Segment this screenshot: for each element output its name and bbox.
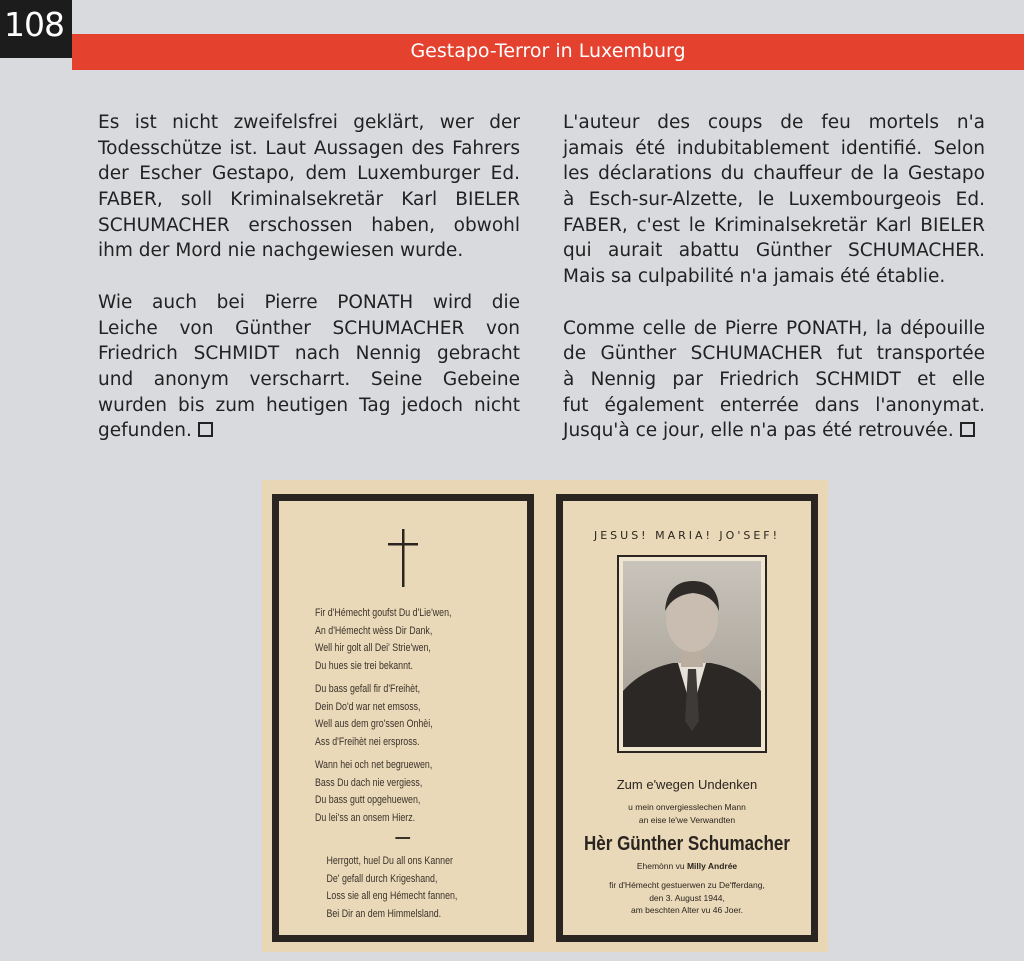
- text-line: [98, 341, 520, 367]
- line-text: L'auteur des coups de feu mortels n'a: [563, 112, 985, 133]
- german-text-column: [98, 110, 520, 444]
- text-line: [98, 161, 520, 187]
- poem: [315, 605, 457, 923]
- verse-line: fir d'Hémecht gestuerwen zu De'fferdang,: [609, 880, 765, 890]
- text-line: [563, 418, 985, 444]
- text-line: [98, 187, 520, 213]
- verse-line: am beschten Alter vu 46 Joer.: [631, 905, 743, 915]
- stanza: [315, 757, 457, 827]
- text-line: [98, 213, 520, 239]
- verse-line: Well aus dem gro'ssen Onhèi,: [315, 718, 433, 730]
- french-text-column: [563, 110, 985, 444]
- text-line: [98, 238, 520, 264]
- text-line: [98, 393, 520, 419]
- text-line: [98, 290, 520, 316]
- line-text: Comme celle de Pierre PONATH, la dépouille: [563, 317, 985, 339]
- stanza: [315, 605, 457, 675]
- verse-line: Du hues sie trei bekannt.: [315, 659, 413, 672]
- line-text: qui aurait abattu Günther SCHUMACHER.: [563, 240, 985, 262]
- verse-line: Du bass gutt opgehuewen,: [315, 794, 421, 806]
- line-text: wurden bis zum heutigen Tag jedoch nicht: [98, 394, 520, 416]
- end-mark-icon: [960, 422, 975, 437]
- line-text: Es ist nicht zweifelsfrei geklärt, wer der: [98, 112, 520, 133]
- chapter-header-bar: [72, 34, 1024, 70]
- verse-line: Wann hei och net begruewen,: [315, 759, 433, 771]
- verse-line: Well hir golt all Dei' Strie'wen,: [315, 642, 431, 654]
- verse-line: Bei Dir an dem Himmelsland.: [326, 907, 442, 920]
- text-line: [98, 110, 520, 136]
- card-header: JESUS! MARIA! JO'SEF!: [593, 529, 781, 542]
- text-line: [563, 110, 985, 136]
- text-line: [563, 238, 985, 264]
- verse-line: An d'Hémecht wèss Dir Dank,: [315, 624, 433, 637]
- verse-line: Fir d'Hémecht goufst Du d'Lie'wen,: [315, 607, 452, 619]
- text-line: [98, 316, 520, 342]
- verse-line: u mein onvergiesslechen Mann: [628, 802, 746, 812]
- text-line: [563, 264, 985, 290]
- text-line: [563, 187, 985, 213]
- line-text: SCHUMACHER erschossen haben, obwohl: [98, 214, 520, 236]
- line-text: les déclarations du chauffeur de la Gestapo: [563, 163, 985, 185]
- line-text: der Escher Gestapo, dem Luxemburger Ed.: [98, 163, 520, 185]
- line-text: Friedrich SCHMIDT nach Nennig gebracht: [98, 343, 520, 365]
- verse-line: Du lei'ss an onsem Hierz.: [315, 811, 416, 824]
- text-line: [563, 393, 985, 419]
- line-text: Jusqu'à ce jour, elle n'a pas été retrouvée.: [563, 420, 954, 442]
- portrait-photo: [617, 555, 767, 753]
- spouse-line: [563, 861, 811, 871]
- text-line: [563, 161, 985, 187]
- line-text: Todesschütze ist. Laut Aussagen des Fahrers: [98, 137, 520, 159]
- line-text: jamais été indubitablement identifié. Selon: [563, 137, 985, 159]
- cross-icon: [386, 529, 420, 587]
- stanza: [315, 681, 457, 751]
- verse-line: Du bass gefall fir d'Freihèt,: [315, 683, 421, 695]
- text-line: [98, 418, 520, 444]
- line-text: gefunden.: [98, 420, 192, 442]
- line-text: FABER, soll Kriminalsekretär Karl BIELER: [98, 189, 520, 211]
- deceased-name: Hèr Günther Schumacher: [584, 833, 790, 855]
- line-text: à Esch-sur-Alzette, le Luxembourgeois Ed.: [563, 189, 985, 211]
- memorial-cards-photo: [262, 480, 828, 952]
- line-text: und anonym verscharrt. Seine Gebeine: [98, 368, 520, 390]
- line-text: FABER, c'est le Kriminalsekretär Karl BIELER: [563, 214, 985, 236]
- text-line: [563, 213, 985, 239]
- spouse-prefix: Ehemònn vu: [636, 861, 685, 871]
- death-details: [563, 879, 811, 917]
- verse-line: De' gefall durch Krigeshand,: [326, 872, 438, 885]
- end-mark-icon: [198, 422, 213, 437]
- verse-line: Herrgott, huel Du all ons Kanner: [326, 855, 453, 867]
- memory-line: Zum e'wegen Undenken: [616, 777, 758, 792]
- verse-line: Bass Du dach nie vergiess,: [315, 776, 423, 789]
- line-text: Wie auch bei Pierre PONATH wird die: [98, 291, 520, 313]
- chapter-title: Gestapo-Terror in Luxemburg: [410, 40, 686, 62]
- page-number: 108: [0, 0, 72, 58]
- verse-line: den 3. August 1944,: [649, 892, 725, 903]
- verse-line: Loss sie all eng Hémecht fannen,: [326, 890, 458, 902]
- text-line: [563, 341, 985, 367]
- divider: [395, 837, 410, 839]
- dedication: [563, 801, 811, 827]
- memorial-card-poem: [272, 494, 534, 942]
- line-text: ihm der Mord nie nachgewiesen wurde.: [98, 240, 464, 262]
- line-text: Leiche von Günther SCHUMACHER von: [98, 317, 520, 339]
- text-line: [98, 136, 520, 162]
- memorial-card-portrait: [556, 494, 818, 942]
- line-text: fut également enterrée dans l'anonymat.: [563, 394, 985, 416]
- text-line: [563, 367, 985, 393]
- spouse-name: Milly Andrée: [686, 861, 738, 871]
- verse-line: an eise le'we Verwandten: [638, 815, 736, 825]
- text-line: [98, 367, 520, 393]
- text-line: [563, 316, 985, 342]
- line-text: Mais sa culpabilité n'a jamais été établie.: [563, 266, 946, 288]
- text-line: [563, 136, 985, 162]
- verse-line: Ass d'Freihèt nei erspross.: [315, 735, 420, 748]
- line-text: de Günther SCHUMACHER fut transportée: [563, 343, 985, 365]
- line-text: à Nennig par Friedrich SCHMIDT et elle: [563, 368, 985, 390]
- verse-line: Dein Do'd war net emsoss,: [315, 700, 421, 713]
- portrait-figure: [623, 561, 761, 747]
